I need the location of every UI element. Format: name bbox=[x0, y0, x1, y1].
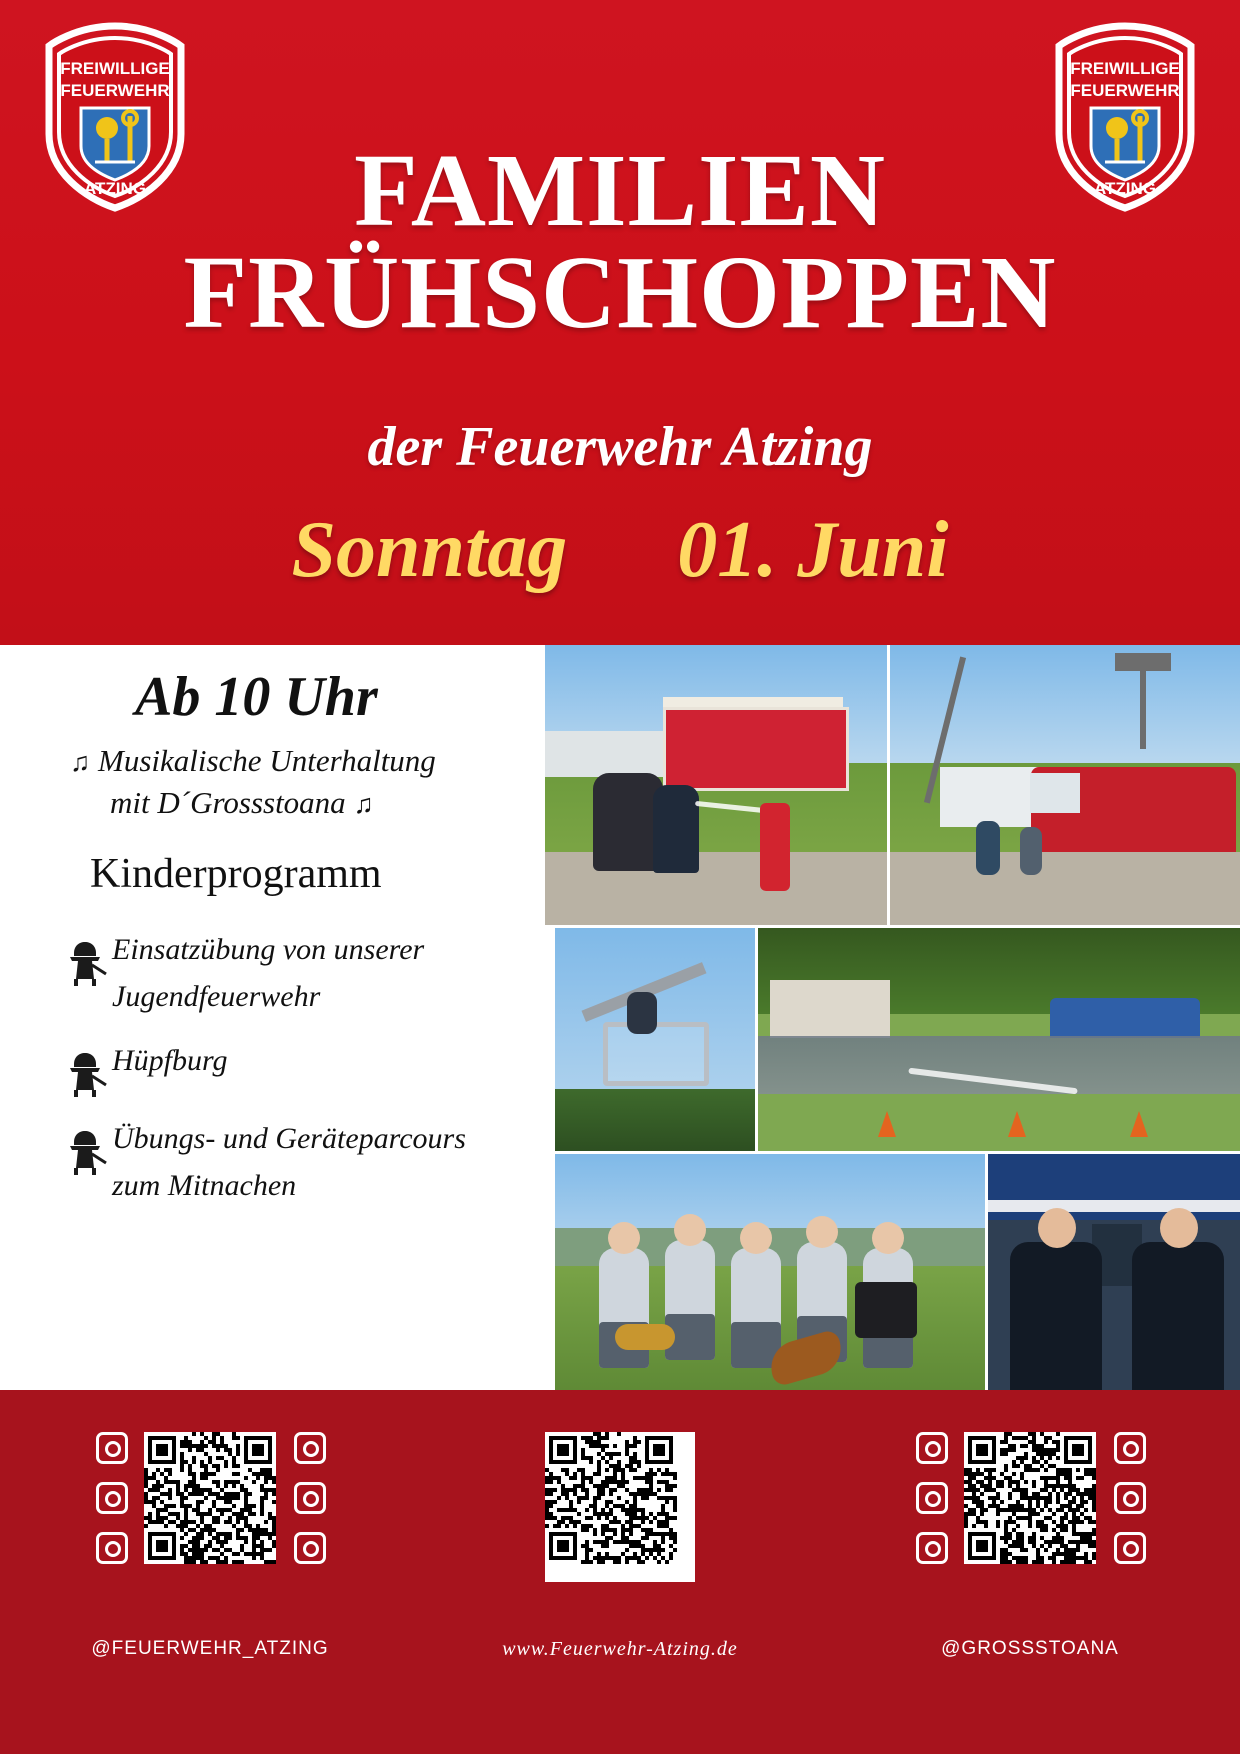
qr-block-instagram-band[interactable] bbox=[880, 1432, 1180, 1660]
svg-text:ATZING: ATZING bbox=[1093, 179, 1157, 198]
qr-code-website[interactable] bbox=[545, 1432, 695, 1582]
event-date bbox=[0, 505, 1240, 596]
photo-fire-engine bbox=[890, 645, 1240, 925]
item-1-line-1: Einsatzübung von unserer bbox=[112, 933, 425, 966]
qr-block-website[interactable] bbox=[470, 1432, 770, 1661]
svg-text:FEUERWEHR: FEUERWEHR bbox=[60, 81, 170, 100]
item-3-line-2: zum Mitnachen bbox=[112, 1168, 297, 1202]
list-item-text bbox=[112, 1036, 228, 1085]
music-info bbox=[70, 740, 525, 824]
start-time-heading: Ab 10 Uhr bbox=[135, 666, 378, 728]
event-date-value: 01. Juni bbox=[677, 506, 949, 594]
firefighter-icon bbox=[60, 925, 112, 987]
poster-body bbox=[0, 645, 1240, 1390]
music-line-1: Musikalische Unterhaltung bbox=[98, 743, 436, 778]
title-line-2: FRÜHSCHOPPEN bbox=[183, 234, 1057, 350]
program-column bbox=[0, 645, 545, 1390]
photo-bar-helpers bbox=[988, 1154, 1240, 1390]
svg-text:FEUERWEHR: FEUERWEHR bbox=[1070, 81, 1180, 100]
item-2-line-1: Hüpfburg bbox=[112, 1044, 228, 1077]
qr-code-instagram-band[interactable] bbox=[964, 1432, 1096, 1564]
list-item bbox=[60, 1036, 550, 1098]
instagram-icon bbox=[294, 1432, 324, 1564]
music-line-2: mit D´Grossstoana bbox=[110, 784, 346, 820]
instagram-icon bbox=[916, 1432, 946, 1564]
qr-block-instagram-feuerwehr[interactable] bbox=[60, 1432, 360, 1660]
photo-collage bbox=[545, 645, 1240, 1390]
item-1-line-2: Jugendfeuerwehr bbox=[112, 979, 321, 1013]
title-line-1: FAMILIEN bbox=[354, 133, 886, 248]
photo-extinguisher bbox=[545, 645, 887, 925]
instagram-icon bbox=[96, 1432, 126, 1564]
kids-program-heading: Kinderprogramm bbox=[90, 851, 382, 897]
firefighter-icon bbox=[60, 1114, 112, 1176]
instagram-icon bbox=[1114, 1432, 1144, 1564]
photo-band-grossstoana bbox=[555, 1154, 985, 1390]
qr-label-website: www.Feuerwehr-Atzing.de bbox=[502, 1638, 738, 1660]
list-item-text bbox=[112, 925, 424, 1020]
poster-subtitle: der Feuerwehr Atzing bbox=[367, 416, 873, 478]
svg-text:ATZING: ATZING bbox=[83, 179, 147, 198]
qr-code-instagram-feuerwehr[interactable] bbox=[144, 1432, 276, 1564]
svg-text:FREIWILLIGE: FREIWILLIGE bbox=[1070, 59, 1180, 78]
photo-crowd-water bbox=[758, 928, 1240, 1151]
kids-program-list bbox=[60, 925, 550, 1225]
event-weekday: Sonntag bbox=[291, 506, 568, 594]
poster-header bbox=[0, 0, 1240, 645]
qr-label-instagram-band: @GROSSSTOANA bbox=[941, 1638, 1119, 1659]
list-item-text bbox=[112, 1114, 466, 1209]
svg-text:FREIWILLIGE: FREIWILLIGE bbox=[60, 59, 170, 78]
poster-title bbox=[0, 133, 1240, 350]
music-note-left-icon: ♫ bbox=[70, 747, 91, 777]
list-item bbox=[60, 1114, 550, 1209]
photo-aerial-platform bbox=[555, 928, 755, 1151]
list-item bbox=[60, 925, 550, 1020]
firefighter-icon bbox=[60, 1036, 112, 1098]
item-3-line-1: Übungs- und Geräteparcours bbox=[112, 1122, 466, 1155]
music-note-right-icon: ♫ bbox=[353, 788, 374, 819]
qr-label-instagram-feuerwehr: @FEUERWEHR_ATZING bbox=[91, 1638, 329, 1659]
poster-footer bbox=[0, 1390, 1240, 1754]
